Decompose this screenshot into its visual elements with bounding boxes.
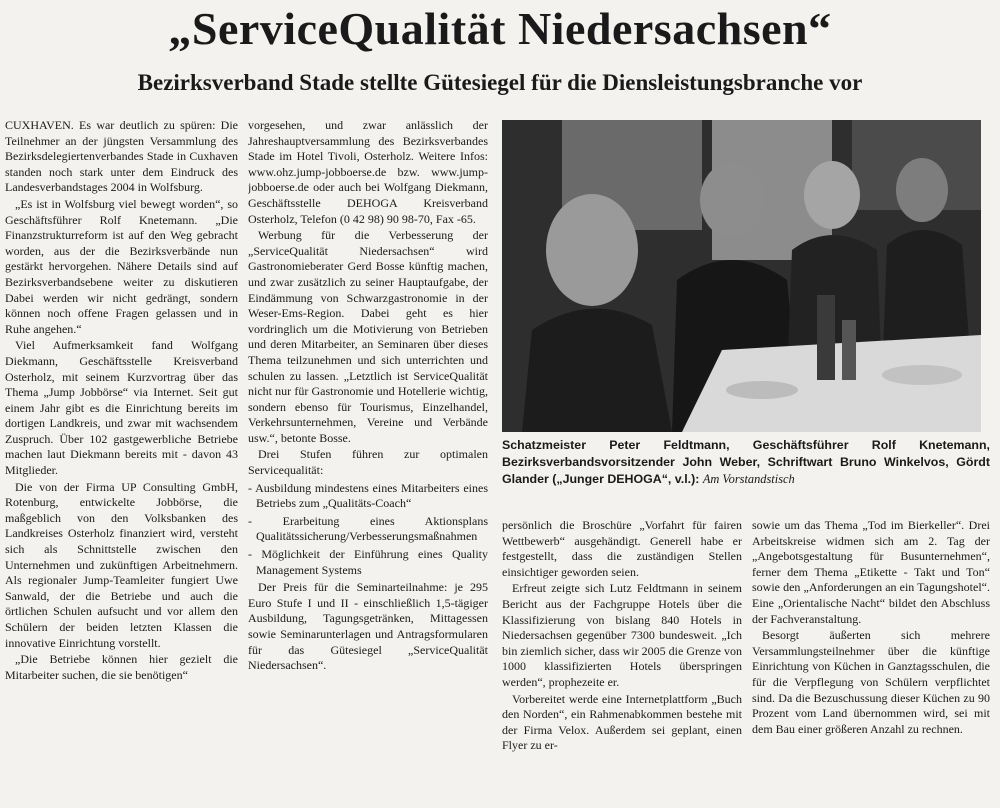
caption-credit: Am Vorstandstisch bbox=[702, 472, 795, 486]
list-item: - Ausbildung mindestens eines Mitarbeiters eines Betriebs zum „Qualitäts-Coach“ bbox=[248, 480, 488, 511]
paragraph: Drei Stufen führen zur optimalen Servicequalität: bbox=[248, 447, 488, 478]
paragraph: Viel Aufmerksamkeit fand Wolfgang Diekmann, Geschäftsstelle Kreisverband Osterholz, mit seinem Kurzvortrag über das Thema „Jump Jobbörse“ via Internet. Seit gut einem Jahr gibt es die Einrichtung bereits im dortigen Landkreis, und zwar mit wachsendem Zuspruch. Über 102 gastgewerbliche Betriebe machen laut Diekmann bereits mit - davon 43 Mitglieder. bbox=[5, 338, 238, 478]
paragraph: vorgesehen, und zwar anlässlich der Jahreshauptversammlung des Bezirksverbandes Stade im Hotel Tivoli, Osterholz. Weitere Infos: www.ohz.jump-jobboerse.de bzw. www.jump-jobboerse.de oder auch bei Wolfgang Diekmann, Geschäftsstelle DEHOGA Kreisverband Osterholz, Telefon (0 42 98) 90 98-70, Fax -65. bbox=[248, 118, 488, 226]
paragraph: sowie um das Thema „Tod im Bierkeller“. Drei Arbeitskreise widmen sich am 2. Tag der „Angebotsgestaltung für Busunternehmen“, ferner dem Thema „Etikette - Takt und Ton“ sowie den „Anforderungen an ein Tagungshotel“. Eine „Orientalische Nacht“ bildet den Abschluss der Fachveranstaltung. bbox=[752, 518, 990, 626]
paragraph: „Es ist in Wolfsburg viel bewegt worden“, so Geschäftsführer Rolf Knetemann. „Die Finanzstrukturreform ist auf den Weg gebracht worden, aus der die Bezirksverbände nun gestärkt hervorgehen. Nähere Details sind auf Bezirksverbandsebene weiter zu diskutieren Dabei werden wir nicht gedrängt, sondern können noch offene Fragen gelassen und in Ruhe angehen.“ bbox=[5, 196, 238, 336]
paragraph: Besorgt äußerten sich mehrere Versammlungsteilnehmer über die künftige Einrichtung von Küchen in Ganztagsschulen, die für die Verpflegung von Schülern verpflichtet sind. Da die Bezuschussung dieser Küchen zu 90 Prozent vom Land übernommen wird, sei mit dem Bau einer größeren Anzahl zu rechnen. bbox=[752, 628, 990, 736]
paragraph: Erfreut zeigte sich Lutz Feldtmann in seinem Bericht aus der Fachgruppe Hotels über die Klassifizierung von bislang 840 Hotels in Niedersachsen gegenüber 7300 bundesweit. „Ich bin ziemlich sicher, dass wir 2005 die Grenze von 1000 klassifizierten Hotels überspringen werden“, prophezeite er. bbox=[502, 581, 742, 689]
paragraph: „Die Betriebe können hier gezielt die Mitarbeiter suchen, die sie benötigen“ bbox=[5, 652, 238, 682]
article-column-4 bbox=[752, 518, 990, 808]
paragraph: Die von der Firma UP Consulting GmbH, Rotenburg, entwickelte Jobbörse, die maßgeblich von den Volksbanken des Landkreises Osterholz finanziert wird, versteht sich als Schnittstelle zwischen den Unternehmen und zukünftigen Arbeitnehmern. Als regionaler Jump-Teamleiter fungiert Uwe Sanwald, der die Betriebe und auch die örtlichen Schulen aufsucht und vor allem den Schülern der beiden letzten Klassen die innovative Einrichtung vorstellt. bbox=[5, 479, 238, 650]
news-photo bbox=[502, 120, 981, 432]
paragraph: CUXHAVEN. Es war deutlich zu spüren: Die Teilnehmer an der jüngsten Versammlung des Bezirksdelegiertenverbandes Stade in Cuxhaven standen noch stark unter dem Eindruck des Landesverbandstages 2004 in Wolfsburg. bbox=[5, 118, 238, 195]
article-column-1 bbox=[5, 118, 238, 808]
subheadline: Bezirksverband Stade stellte Gütesiegel für die Diensleistungsbranche vor bbox=[137, 70, 863, 95]
caption-text: Schatzmeister Peter Feldtmann, Geschäftsführer Rolf Knetemann, Bezirksverbandsvorsitzender John Weber, Schriftwart Bruno Winkelvos, Gördt Glander („Junger DEHOGA“, v.l.): bbox=[502, 438, 990, 486]
list-item: - Erarbeitung eines Aktionsplans Qualitätssicherung/Verbesserungsmaßnahmen bbox=[248, 513, 488, 544]
list-item: - Möglichkeit der Einführung eines Quality Management Systems bbox=[248, 547, 488, 577]
photo-people-illustration bbox=[502, 120, 981, 432]
paragraph: persönlich die Broschüre „Vorfahrt für fairen Wettbewerb“ ausgehändigt. Generell habe er festgestellt, dass die zuständigen Stellen einsichtiger geworden seien. bbox=[502, 518, 742, 579]
paragraph: Werbung für die Verbesserung der „ServiceQualität Niedersachsen“ wird Gastronomieberater Gerd Bosse künftig machen, und zwar zusätzlich zu seiner Hauptaufgabe, der Eindämmung von Schwarzgastronomie in der Weser-Ems-Region. Dabei geht es hier vordringlich um die Motivierung von Betrieben und deren Mitarbeiter, an Seminaren über dieses Thema teilzunehmen und sich unterrichten und schulen zu lassen. „Letztlich ist ServiceQualität nicht nur für Gastronomie und Hotellerie wichtig, sondern ebenso für Tourismus, Einzelhandel, Verkehrsunternehmen, Vereine und Verbände usw.“, betonte Bosse. bbox=[248, 228, 488, 445]
paragraph: Vorbereitet werde eine Internetplattform „Buch den Norden“, ein Rahmenabkommen bestehe mit der Firma Velox. Außerdem sei geplant, einen Flyer zu er- bbox=[502, 691, 742, 753]
photo-caption bbox=[502, 437, 990, 488]
article-column-3 bbox=[502, 518, 742, 808]
article-column-2 bbox=[248, 118, 488, 808]
headline: „ServiceQualität Niedersachsen“ bbox=[168, 3, 832, 54]
paragraph: Der Preis für die Seminarteilnahme: je 295 Euro Stufe I und II - einschließlich 1,5-tägiger Ausbildung, Tagungsgetränken, Mittagessen sowie Seminarunterlagen und Antragsformularen für das Gütesiegel „ServiceQualität Niedersachsen“. bbox=[248, 580, 488, 673]
